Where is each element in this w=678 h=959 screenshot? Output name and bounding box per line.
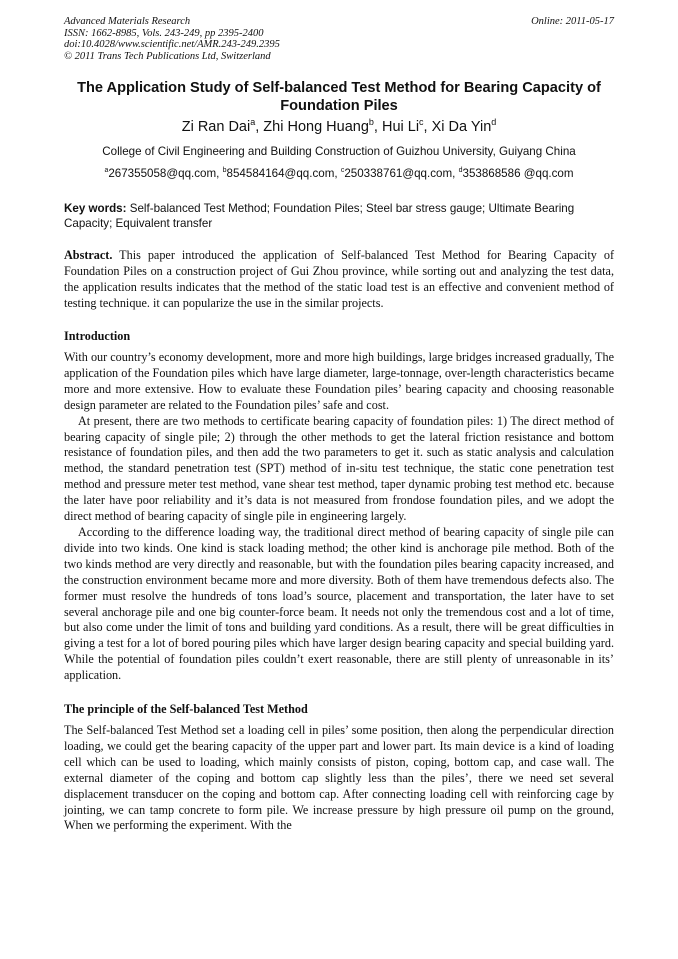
author-name: Hui Li (381, 119, 420, 135)
intro-paragraph-2: At present, there are two methods to certificate bearing capacity of foundation piles: 1) The direct method of bearing capacity of single pile; 2) through the other methods to get the lateral friction resistance and bottom resistance of foundation piles, and then add the two parameters to get it. such as static analysis and calculation method, the standard penetration test (SPT) method of in-situ test technique, the static cone penetration test method and pressure meter test method, vane shear test method, taper dynamic probing test method etc. because the later have poor reliability and it’s data is not measured from frondose foundation piles, and we adopt the direct method of bearing capacity of single pile in engineering largely. (64, 413, 614, 524)
email-list (64, 165, 614, 183)
section-heading-introduction: Introduction (64, 329, 131, 343)
journal-header (64, 16, 614, 62)
paper-title: The Application Study of Self-balanced Test Method for Bearing Capacity of Foundation Piles (77, 80, 601, 114)
email-separator: , (216, 167, 223, 180)
intro-paragraph-3: According to the difference loading way, the traditional direct method of bearing capacity of single pile can divide into two kinds. One kind is stack loading method; the other kind is anchorage pile method. Both of the two kinds method are very directly and reasonable, but with the foundation piles bearing capacity increased, and the construction environment became more and more diversity. Both of them have tremendous defects also. The former must resolve the hundreds of tons load’s source, placement and transportation, the later have to set several anchorage pile and one big counter-force beam. It needs not only the tremendous cost and a lot of time, but also come under the limit of tons and building yard conditions. As a result, there will be great difficulties in giving a test for a lot of bored pouring piles which have larger design bearing capacity and special building yard. While the potential of foundation piles couldn’t exert reasonable, there are still plenty of unreasonable in its’ application. (64, 524, 614, 683)
author-separator: , (255, 119, 264, 135)
doi-line[interactable]: doi:10.4028/www.scientific.net/AMR.243-249.2395 (64, 39, 280, 50)
intro-paragraph-1: With our country’s economy development, more and more high buildings, large bridges increased gradually, The application of the Foundation piles which have large diameter, large-tonnage, over-length characteristics became more and more extensive. How to evaluate these Foundation piles’ bearing capacity and choosing reasonable design parameter are related to the Foundation piles’ safe and cost. (64, 350, 614, 412)
email-address[interactable]: 854584164@qq.com (226, 167, 335, 180)
author-affil-mark: a (250, 117, 256, 127)
online-date: Online: 2011-05-17 (531, 16, 614, 27)
email-mark: b (222, 167, 227, 174)
abstract-block (64, 247, 614, 311)
email-separator: , (334, 167, 341, 180)
email-address[interactable]: 267355058@qq.com (108, 167, 217, 180)
journal-name: Advanced Materials Research (64, 16, 191, 27)
email-mark: c (340, 167, 345, 174)
principle-paragraph-1: The Self-balanced Test Method set a loading cell in piles’ some position, then along the perpendicular direction loading, we could get the bearing capacity of the upper part and lower part. Its main device is a kind of loading cell which can be used to loading, which mainly consists of piston, coping, bottom cap, and case wall. The external diameter of the coping and bottom cap slightly less than the piles’, there we need set several displacement transducer on the coping and bottom cap. After connecting loading cell with reinforcing cage by jointing, we can tamp concrete to form pile. We increase pressure by high pressure oil pump on the ground, When we performing the experiment. With the (64, 723, 614, 833)
copyright-line: © 2011 Trans Tech Publications Ltd, Switzerland (64, 50, 271, 62)
email-mark: a (104, 167, 109, 174)
abstract-text: This paper introduced the application of Self-balanced Test Method for Bearing Capacity of Foundation Piles on a construction project of Gui Zhou province, while sorting out and analyzing the test data, the application results indicates that the method of the static load test is an effective and convenient method of testing technique. it can popularize the use in the similar projects. (64, 248, 615, 310)
email-address[interactable]: 250338761@qq.com (344, 167, 453, 180)
author-separator: , (423, 119, 432, 135)
author-name: Xi Da Yin (431, 119, 492, 135)
issn-line: ISSN: 1662-8985, Vols. 243-249, pp 2395-2400 (64, 27, 264, 39)
keywords-block (64, 201, 614, 231)
abstract-label: Abstract. (64, 248, 113, 262)
author-name: Zi Ran Dai (181, 119, 251, 135)
email-mark: d (458, 167, 463, 174)
author-affil-mark: c (419, 117, 424, 127)
email-separator: , (452, 167, 459, 180)
section-heading-principle: The principle of the Self-balanced Test Method (64, 702, 308, 717)
author-separator: , (373, 119, 382, 135)
keywords-label: Key words: (64, 202, 127, 215)
author-list (64, 117, 614, 137)
keywords-text: Self-balanced Test Method; Foundation Piles; Steel bar stress gauge; Ultimate Bearing Capacity; Equivalent transfer (64, 202, 575, 230)
email-address[interactable]: 353868586 @qq.com (462, 167, 574, 180)
affiliation: College of Civil Engineering and Building Construction of Guizhou University, Guiyang China (102, 145, 576, 158)
author-affil-mark: b (368, 117, 374, 127)
author-affil-mark: d (491, 117, 497, 127)
author-name: Zhi Hong Huang (263, 119, 369, 135)
